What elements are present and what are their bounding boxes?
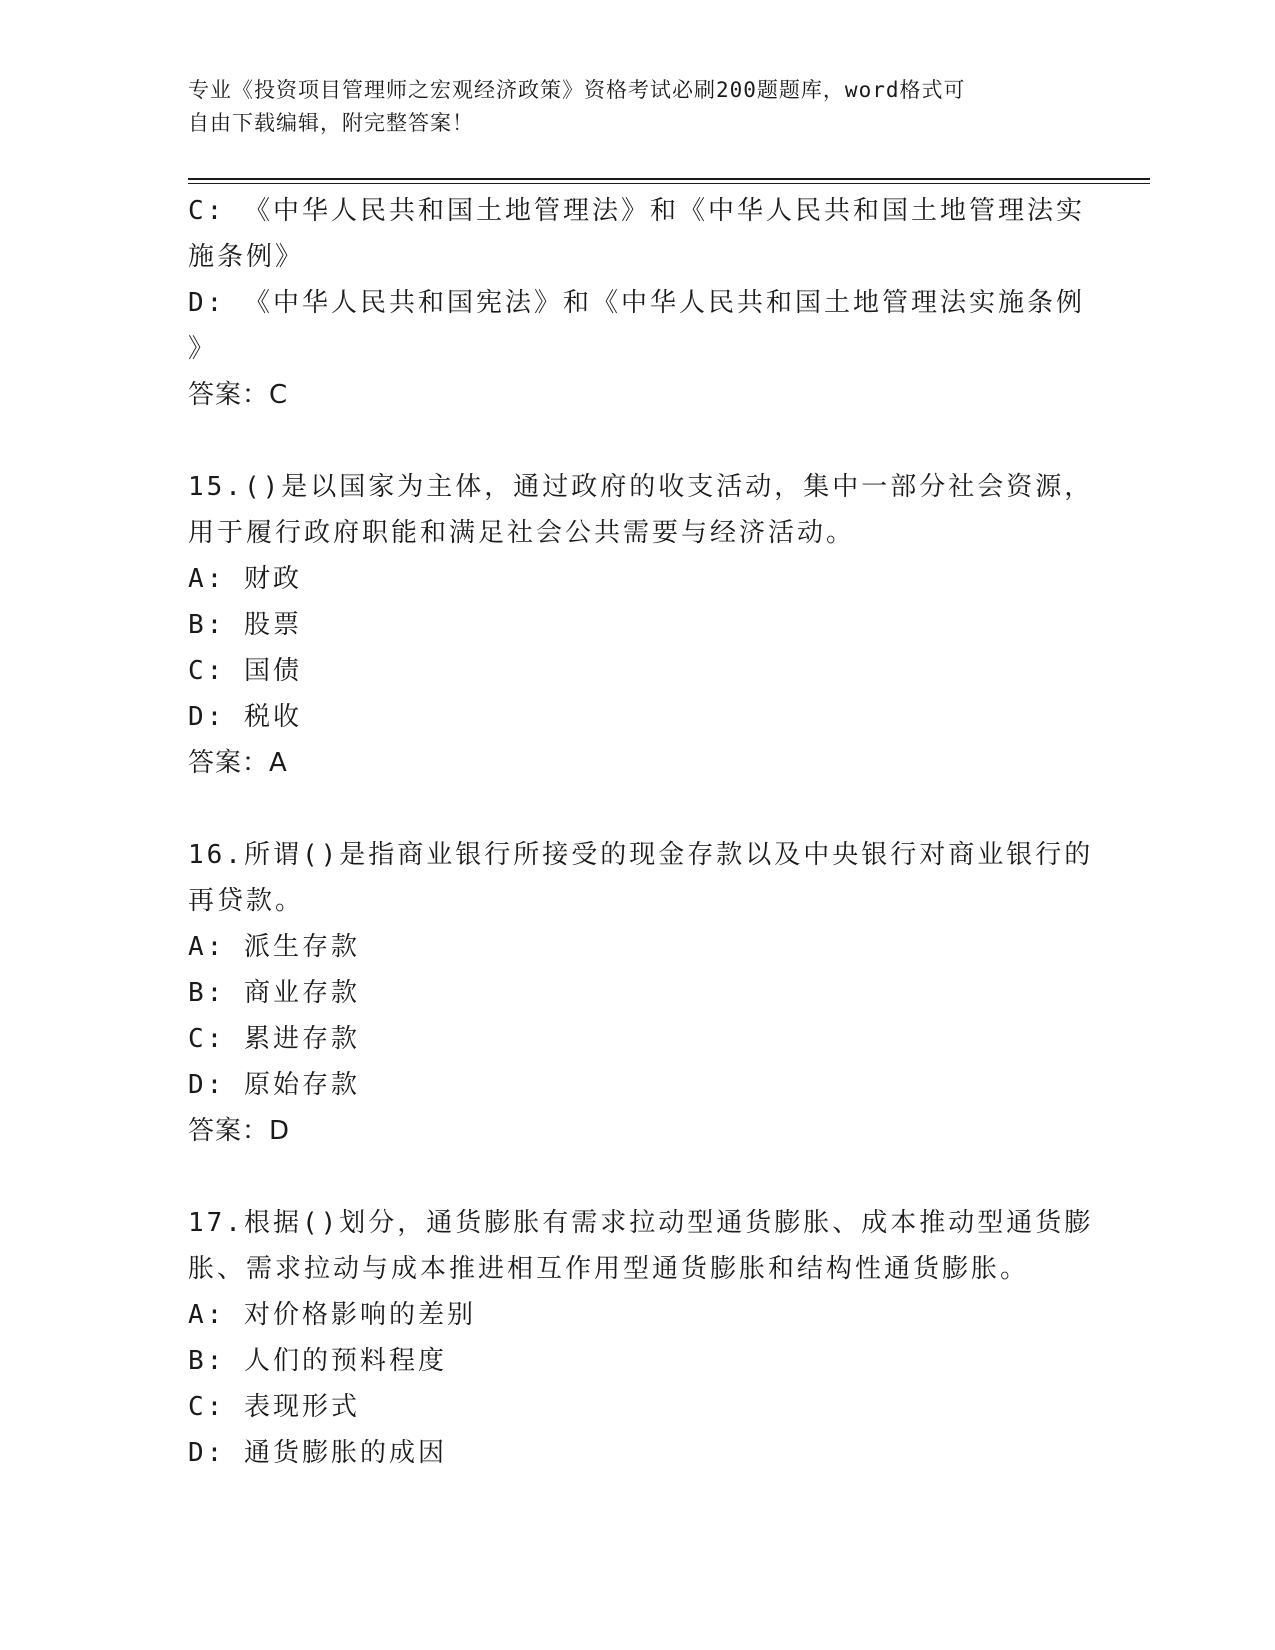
header-line-2: 自由下载编辑，附完整答案！ bbox=[188, 111, 474, 135]
answer: 答案：C bbox=[188, 380, 289, 410]
header-divider-thin bbox=[188, 183, 1150, 184]
option-d: D: 税收 bbox=[188, 702, 302, 732]
header-divider-thick bbox=[188, 178, 1150, 180]
question-stem-line-1: 17.根据()划分，通货膨胀有需求拉动型通货膨胀、成本推动型通货膨 bbox=[188, 1208, 1094, 1238]
answer: 答案：D bbox=[188, 1116, 291, 1146]
spacer bbox=[188, 786, 1078, 832]
header-line-1: 专业《投资项目管理师之宏观经济政策》资格考试必刷200题题库，word格式可 bbox=[188, 78, 966, 102]
option-c: C: 累进存款 bbox=[188, 1024, 360, 1054]
option-d: D: 通货膨胀的成因 bbox=[188, 1438, 447, 1468]
option-c-line-1: C: 《中华人民共和国土地管理法》和《中华人民共和国土地管理法实 bbox=[188, 196, 1085, 226]
question-stem-line-1: 15.()是以国家为主体，通过政府的收支活动，集中一部分社会资源， bbox=[188, 472, 1094, 502]
document-header bbox=[188, 74, 1068, 140]
option-b: B: 商业存款 bbox=[188, 978, 360, 1008]
question-stem-line-1: 16.所谓()是指商业银行所接受的现金存款以及中央银行对商业银行的 bbox=[188, 840, 1094, 870]
option-a: A: 对价格影响的差别 bbox=[188, 1300, 476, 1330]
question-15 bbox=[188, 464, 1094, 786]
spacer bbox=[188, 418, 1078, 464]
question-14-tail bbox=[188, 188, 1085, 418]
option-b: B: 股票 bbox=[188, 610, 302, 640]
question-17 bbox=[188, 1200, 1094, 1476]
option-a: A: 财政 bbox=[188, 564, 302, 594]
option-a: A: 派生存款 bbox=[188, 932, 360, 962]
option-d-line-1: D: 《中华人民共和国宪法》和《中华人民共和国土地管理法实施条例 bbox=[188, 288, 1085, 318]
option-b: B: 人们的预料程度 bbox=[188, 1346, 447, 1376]
option-d-line-2: 》 bbox=[188, 334, 218, 364]
option-d: D: 原始存款 bbox=[188, 1070, 360, 1100]
option-c: C: 国债 bbox=[188, 656, 302, 686]
question-stem-line-2: 用于履行政府职能和满足社会公共需要与经济活动。 bbox=[188, 518, 856, 548]
question-16 bbox=[188, 832, 1094, 1154]
option-c-line-2: 施条例》 bbox=[188, 242, 305, 272]
answer: 答案：A bbox=[188, 748, 288, 778]
question-stem-line-2: 胀、需求拉动与成本推进相互作用型通货膨胀和结构性通货膨胀。 bbox=[188, 1254, 1030, 1284]
question-list bbox=[188, 188, 1094, 1476]
spacer bbox=[188, 1154, 1078, 1200]
question-stem-line-2: 再贷款。 bbox=[188, 886, 305, 916]
option-c: C: 表现形式 bbox=[188, 1392, 360, 1422]
